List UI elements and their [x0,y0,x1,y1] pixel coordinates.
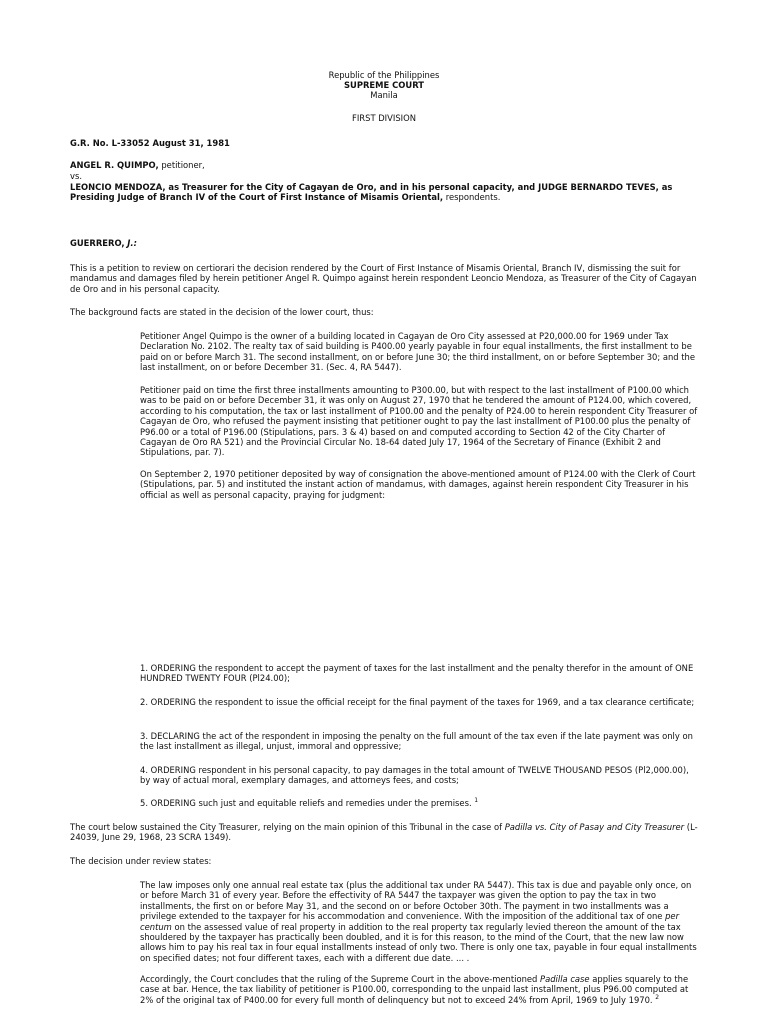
intro-paragraph: This is a petition to review on certiorari the decision rendered by the Court of First Instance of Misamis Oriental, Branch IV, dismissing the suit for mandamus and damages filed by herein petitioner Angel R. Quimpo against herein respondent Leoncio Mendoza, as Treasurer of the City of Cagayan de Oro and in his personal capacity. [70,263,697,294]
petitioner-line: ANGEL R. QUIMPO, petitioner, [70,160,205,170]
background-paragraph: The background facts are stated in the decision of the lower court, thus: [70,307,374,317]
prayer-item-5: 5. ORDERING such just and equitable reliefs and remedies under the premises. $^1$ [140,797,479,808]
case-number: G.R. No. L-33052 August 31, 1981 [70,138,230,148]
versus-label: vs. [70,171,82,181]
court-city: Manila [370,90,398,100]
prayer-item-2: 2. ORDERING the respondent to issue the official receipt for the final payment of the taxes for 1969, and a tax clearance certificate; [140,697,695,707]
quote-paragraph-1: Petitioner Angel Quimpo is the owner of a building located in Cagayan de Oro City assessed at P20,000.00 for 1969 under Tax Declaration No. 2102. The realty tax of said building is P400.00 yearly payable in four equal installments, the first installment to be paid on or before March 31. The second installment, on or before June 30; the third installment, on or before September 30; and the last installment, on or before December 31. (Sec. 4, RA 5447). [140,331,695,373]
quote-paragraph-4: The law imposes only one annual real estate tax (plus the additional tax under RA 5447). This tax is due and payable only once, on or before March 31 of every year. Before the effectivity of RA 5447 the taxpayer was given the option to pay the tax in two installments, the first on or before May 31, and the second on or before October 30th. The payment in two installments was a privilege extended to the taxpayer for his accommodation and convenience. With the imposition of the additional tax of one per centum on the assessed value of real property in addition to the real property tax regularly levied thereon the amount of the tax shouldered by the taxpayer has practically been doubled, and it is for this reason, to the mind of the Court, that the new law now allows him to pay his real tax in four equal installments instead of only two. There is only one tax, payable in four equal installments on specified dates; not four different taxes, each with a different due date. ... . [140,880,697,963]
court-name: SUPREME COURT [344,80,424,90]
footnote-ref-1[interactable]: 1 [474,797,479,805]
ponente: GUERRERO, J.: [70,238,137,248]
quote-paragraph-3: On September 2, 1970 petitioner deposited by way of consignation the above-mentioned amount of P124.00 with the Clerk of Court (Stipulations, par. 5) and instituted the instant action of mandamus, with damages, against herein respondent City Treasurer in his official as well as personal capacity, praying for judgment: [140,469,696,500]
prayer-item-4: 4. ORDERING respondent in his personal capacity, to pay damages in the total amount of TWELVE THOUSAND PESOS (Pl2,000.00), by way of actual moral, exemplary damages, and attorneys fees, and costs; [140,765,689,786]
quote-paragraph-2: Petitioner paid on time the first three installments amounting to P300.00, but with respect to the last installment of P100.00 which was to be paid on or before December 31, it was only on August 27, 1970 that he tendered the amount of P124.00, which covered, according to his computation, the tax or last installment of P100.00 and the penalty of P24.00 to herein respondent City Treasurer of Cagayan de Oro, who refused the payment insisting that petitioner ought to pay the last installment of P100.00 plus the penalty of P96.00 or a total of P196.00 (Stipulations, pars. 3 & 4) based on and computed according to Section 42 of the City Charter of Cagayan de Oro RA 521) and the Provincial Circular No. 18-64 dated July 17, 1964 of the Secretary of Finance (Exhibit 2 and Stipulations, par. 7). [140,385,698,458]
republic-line: Republic of the Philippines [328,70,440,80]
decision-review-paragraph: The decision under review states: [70,856,212,866]
footnote-ref-2[interactable]: 2 [655,994,660,1002]
quote-paragraph-5: Accordingly, the Court concludes that the ruling of the Supreme Court in the above-mentioned Padilla case applies squarely to the case at bar. Hence, the tax liability of petitioner is P100.00, corresponding to the unpaid last installment, plus P96.00 computed at 2% of the original tax of P400.00 for every full month of delinquency but not to exceed 24% from April, 1969 to July 1970. $^2$ [140,974,689,1005]
court-below-paragraph: The court below sustained the City Treasurer, relying on the main opinion of this Tribunal in the case of Padilla vs. City of Pasay and City Treasurer (L-24039, June 29, 1968, 23 SCRA 1349). [70,822,698,843]
respondents-line: LEONCIO MENDOZA, as Treasurer for the City of Cagayan de Oro, and in his personal capacity, and JUDGE BERNARDO TEVES, as Presiding Judge of Branch IV of the Court of First Instance of Misamis Oriental, respondents. [70,182,673,203]
division-label: FIRST DIVISION [352,113,416,123]
prayer-item-1: 1. ORDERING the respondent to accept the payment of taxes for the last installment and the penalty therefor in the amount of ONE HUNDRED TWENTY FOUR (Pl24.00); [140,663,694,684]
prayer-item-3: 3. DECLARING the act of the respondent in imposing the penalty on the full amount of the tax even if the late payment was only on the last installment as illegal, unjust, immoral and oppressive; [140,731,693,752]
